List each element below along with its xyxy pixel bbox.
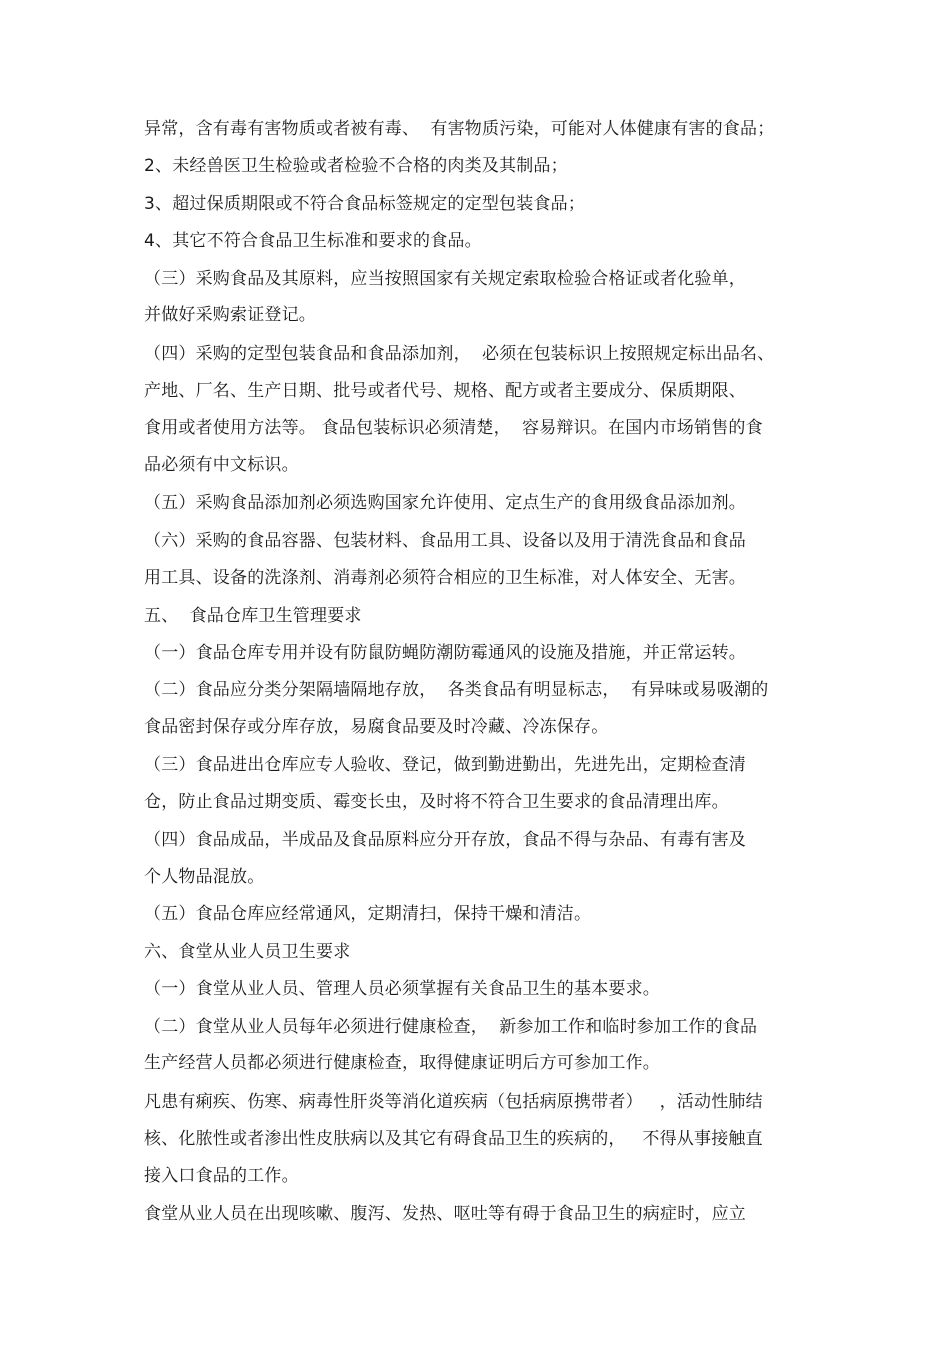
text-line: （三）采购食品及其原料，应当按照国家有关规定索取检验合格证或者化验单， — [144, 269, 746, 289]
text-line: 异常，含有毒有害物质或者被有毒、 有害物质污染，可能对人体健康有害的食品； — [144, 119, 775, 139]
text-line: 个人物品混放。 — [144, 867, 265, 887]
text-line: 品必须有中文标识。 — [144, 455, 299, 475]
text-line: （一）食堂从业人员、管理人员必须掌握有关食品卫生的基本要求。 — [144, 979, 660, 999]
text-line: （二）食品应分类分架隔墙隔地存放， 各类食品有明显标志， 有异味或易吸潮的 — [144, 680, 769, 700]
text-line: （六）采购的食品容器、包装材料、食品用工具、设备以及用于清洗食品和食品 — [144, 531, 746, 551]
text-line: （五）食品仓库应经常通风，定期清扫，保持干燥和清洁。 — [144, 904, 592, 924]
text-line: （三）食品进出仓库应专人验收、登记，做到勤进勤出，先进先出，定期检查清 — [144, 755, 746, 775]
text-line: （四）采购的定型包装食品和食品添加剂， 必须在包装标识上按照规定标出品名、 — [144, 344, 775, 364]
section-heading: 六、食堂从业人员卫生要求 — [144, 942, 351, 962]
text-line: 4、其它不符合食品卫生标准和要求的食品。 — [144, 231, 482, 251]
text-line: 食品密封保存或分库存放，易腐食品要及时冷藏、冷冻保存。 — [144, 717, 609, 737]
text-line: 食用或者使用方法等。 食品包装标识必须清楚， 容易辩识。在国内市场销售的食 — [144, 418, 763, 438]
text-line: 食堂从业人员在出现咳嗽、腹泻、发热、呕吐等有碍于食品卫生的病症时，应立 — [144, 1204, 746, 1224]
text-line: 凡患有痢疾、伤寒、病毒性肝炎等消化道疾病（包括病原携带者） ，活动性肺结 — [144, 1092, 763, 1112]
text-line: 接入口食品的工作。 — [144, 1166, 299, 1186]
text-line: （五）采购食品添加剂必须选购国家允许使用、定点生产的食用级食品添加剂。 — [144, 493, 746, 513]
text-line: 仓，防止食品过期变质、霉变长虫，及时将不符合卫生要求的食品清理出库。 — [144, 792, 729, 812]
text-line: 产地、厂名、生产日期、批号或者代号、规格、配方或者主要成分、保质期限、 — [144, 381, 746, 401]
text-line: （二）食堂从业人员每年必须进行健康检查， 新参加工作和临时参加工作的食品 — [144, 1017, 758, 1037]
text-line: 3、超过保质期限或不符合食品标签规定的定型包装食品； — [144, 194, 586, 214]
text-line: 用工具、设备的洗涤剂、消毒剂必须符合相应的卫生标准，对人体安全、无害。 — [144, 568, 746, 588]
text-line: 并做好采购索证登记。 — [144, 305, 316, 325]
text-line: （四）食品成品，半成品及食品原料应分开存放，食品不得与杂品、有毒有害及 — [144, 830, 746, 850]
text-line: 2、未经兽医卫生检验或者检验不合格的肉类及其制品； — [144, 156, 568, 176]
text-line: （一）食品仓库专用并设有防鼠防蝇防潮防霉通风的设施及措施，并正常运转。 — [144, 643, 746, 663]
text-line: 生产经营人员都必须进行健康检查，取得健康证明后方可参加工作。 — [144, 1053, 660, 1073]
text-line: 核、化脓性或者渗出性皮肤病以及其它有碍食品卫生的疾病的， 不得从事接触直 — [144, 1129, 763, 1149]
section-heading: 五、 食品仓库卫生管理要求 — [144, 606, 362, 626]
